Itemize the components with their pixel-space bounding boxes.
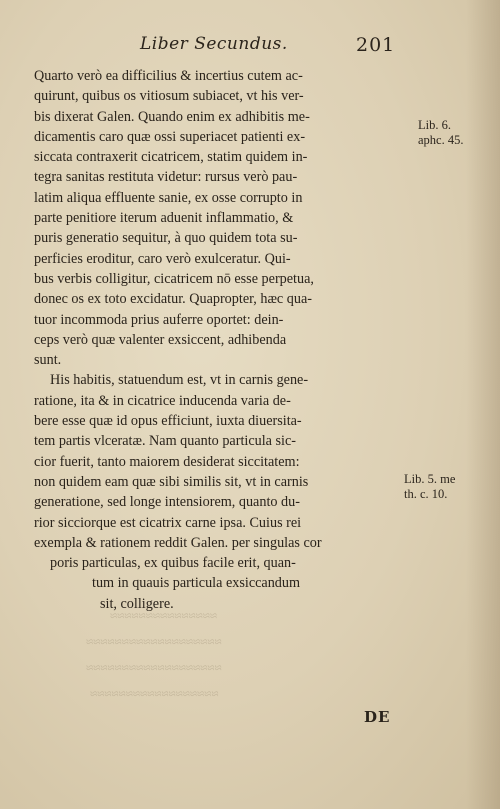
text-line: tem partis vlceratæ. Nam quanto particula sic- (34, 433, 296, 450)
text-line: donec os ex toto excidatur. Quapropter, hæc qua- (34, 291, 312, 308)
text-line: exempla & rationem reddit Galen. per singulas cor (34, 534, 322, 551)
show-through-texture: ≈≈≈≈≈≈≈≈≈≈≈≈≈≈≈ (110, 608, 218, 623)
text-line: non quidem eam quæ sibi similis sit, vt in carnis (34, 473, 309, 490)
margin-note-citation (404, 472, 455, 502)
show-through-texture: ≈≈≈≈≈≈≈≈≈≈≈≈≈≈≈≈≈≈ (90, 686, 219, 701)
margin-note-line: Lib. 6. (418, 118, 451, 132)
text-line: latim aliqua effluente sanie, ex osse corrupto in (34, 189, 303, 206)
text-line: siccata contraxerit cicatricem, statim quidem in- (34, 149, 308, 166)
show-through-texture: ≈≈≈≈≈≈≈≈≈≈≈≈≈≈≈≈≈≈≈ (86, 634, 222, 649)
text-line: generatione, sed longe intensiorem, quanto du- (34, 494, 300, 511)
text-line: His habitis, statuendum est, vt in carnis gene- (50, 372, 309, 389)
margin-note-line: th. c. 10. (404, 487, 448, 501)
text-line: perficies eroditur, caro verò exulceratur. Qui- (34, 250, 291, 267)
text-line: puris generatio sequitur, à quo quidem tota su- (34, 230, 298, 247)
margin-note-line: Lib. 5. me (404, 472, 456, 486)
text-line: rior sicciorque est cicatrix carne ipsa. Cuius rei (34, 514, 302, 531)
text-line: quirunt, quibus os vitiosum subiacet, vt his ver- (34, 88, 304, 105)
text-line: sunt. (34, 352, 62, 369)
text-line: parte penitiore iterum aduenit inflammatio, & (34, 210, 294, 227)
text-line: poris particulas, ex quibus facile erit, quan- (50, 555, 296, 572)
text-line: bis dixerat Galen. Quando enim ex adhibitis me- (34, 108, 310, 125)
margin-note-citation (418, 118, 463, 148)
page-number: 201 (356, 34, 396, 56)
text-line: sit, colligere. (100, 595, 174, 612)
text-line: dicamentis caro quæ ossi superiacet patienti ex- (34, 128, 306, 145)
page-edge-shadow (466, 0, 500, 809)
running-head: Liber Secundus. (140, 34, 288, 54)
text-line: ratione, ita & in cicatrice inducenda varia de- (34, 392, 291, 409)
text-line: ceps verò quæ valenter exsiccent, adhibenda (34, 331, 287, 348)
catchword: DE (364, 708, 391, 726)
text-line: tum in quauis particula exsiccandum (92, 575, 301, 592)
show-through-texture: ≈≈≈≈≈≈≈≈≈≈≈≈≈≈≈≈≈≈≈ (86, 660, 222, 675)
text-line: cior fuerit, tanto maiorem desiderat siccitatem: (34, 453, 300, 470)
text-line: bus verbis colligitur, cicatricem nō esse perpetua, (34, 270, 314, 287)
main-text (34, 66, 400, 614)
text-line: bere esse quæ id opus efficiunt, iuxta diuersita- (34, 413, 302, 430)
text-line: tegra sanitas restituta videtur: rursus verò pau- (34, 169, 298, 186)
text-line: Quarto verò ea difficilius & incertius cutem ac- (34, 68, 303, 84)
margin-note-line: aphc. 45. (418, 133, 464, 147)
text-line: tuor incommoda prius auferre oportet: dein- (34, 311, 284, 328)
